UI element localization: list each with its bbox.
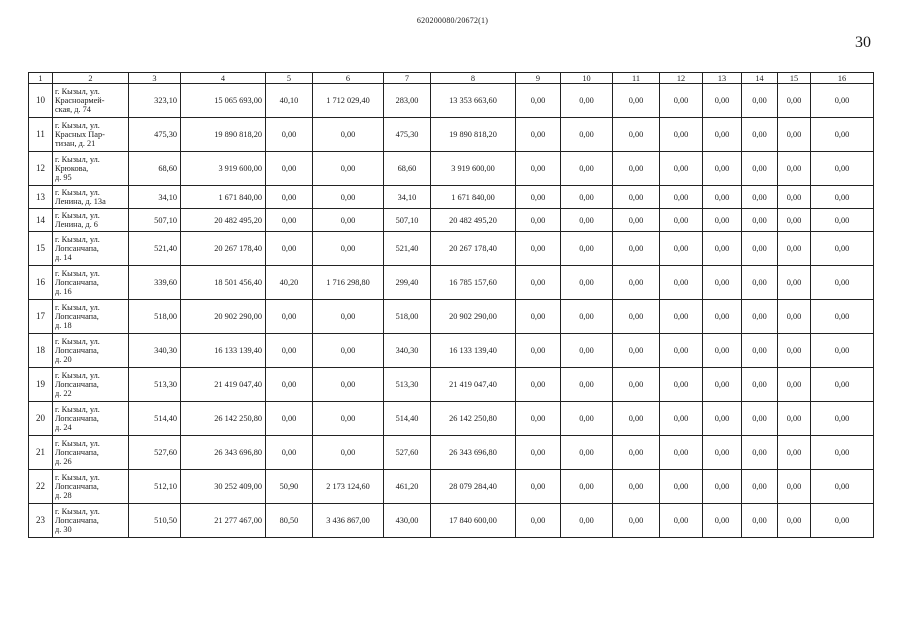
row-number: 18 <box>29 334 53 368</box>
table-cell: 34,10 <box>384 186 431 209</box>
table-cell: 0,00 <box>660 402 703 436</box>
table-cell: 0,00 <box>561 152 613 186</box>
column-header-7: 7 <box>384 73 431 84</box>
table-cell: 0,00 <box>742 186 778 209</box>
row-number: 16 <box>29 266 53 300</box>
table-cell: 0,00 <box>516 368 561 402</box>
table-cell: 0,00 <box>703 368 742 402</box>
address-cell: г. Кызыл, ул. Лопсанчапа, д. 24 <box>53 402 129 436</box>
table-cell: 0,00 <box>742 266 778 300</box>
address-cell: г. Кызыл, ул. Ленина, д. 13а <box>53 186 129 209</box>
table-cell: 0,00 <box>266 300 313 334</box>
table-cell: 0,00 <box>613 402 660 436</box>
table-cell: 0,00 <box>613 266 660 300</box>
column-header-2: 2 <box>53 73 129 84</box>
table-cell: 0,00 <box>561 84 613 118</box>
table-cell: 0,00 <box>660 84 703 118</box>
address-cell: г. Кызыл, ул. Лопсанчапа, д. 20 <box>53 334 129 368</box>
column-header-6: 6 <box>313 73 384 84</box>
table-cell: 0,00 <box>811 300 874 334</box>
document-id: 620200080/20672(1) <box>416 16 489 25</box>
table-cell: 0,00 <box>660 152 703 186</box>
table-row <box>29 334 874 368</box>
table-cell: 0,00 <box>811 186 874 209</box>
table-cell: 0,00 <box>516 470 561 504</box>
header-row <box>29 73 874 84</box>
column-header-14: 14 <box>742 73 778 84</box>
row-number: 13 <box>29 186 53 209</box>
row-number: 17 <box>29 300 53 334</box>
table-cell: 1 671 840,00 <box>431 186 516 209</box>
table-cell: 0,00 <box>266 118 313 152</box>
table-cell: 20 902 290,00 <box>181 300 266 334</box>
table-cell: 0,00 <box>703 118 742 152</box>
table-cell: 0,00 <box>703 436 742 470</box>
table-cell: 21 277 467,00 <box>181 504 266 538</box>
table-cell: 1 716 298,80 <box>313 266 384 300</box>
table-cell: 16 133 139,40 <box>181 334 266 368</box>
address-cell: г. Кызыл, ул. Лопсанчапа, д. 14 <box>53 232 129 266</box>
table-cell: 0,00 <box>742 368 778 402</box>
address-cell: г. Кызыл, ул. Красных Пар- тизан, д. 21 <box>53 118 129 152</box>
table-cell: 0,00 <box>516 118 561 152</box>
table-cell: 340,30 <box>384 334 431 368</box>
row-number: 15 <box>29 232 53 266</box>
table-cell: 0,00 <box>613 368 660 402</box>
column-header-1: 1 <box>29 73 53 84</box>
table-cell: 0,00 <box>660 209 703 232</box>
table-cell: 0,00 <box>313 402 384 436</box>
table-row <box>29 266 874 300</box>
table-cell: 0,00 <box>516 152 561 186</box>
table-cell: 2 173 124,60 <box>313 470 384 504</box>
table-cell: 0,00 <box>742 436 778 470</box>
table-cell: 13 353 663,60 <box>431 84 516 118</box>
table-row <box>29 368 874 402</box>
table-cell: 19 890 818,20 <box>181 118 266 152</box>
table-cell: 0,00 <box>266 186 313 209</box>
table-cell: 0,00 <box>660 436 703 470</box>
column-header-15: 15 <box>778 73 811 84</box>
table-cell: 0,00 <box>811 118 874 152</box>
table-cell: 80,50 <box>266 504 313 538</box>
table-cell: 20 902 290,00 <box>431 300 516 334</box>
table-cell: 0,00 <box>613 334 660 368</box>
table-cell: 527,60 <box>384 436 431 470</box>
table-cell: 0,00 <box>266 232 313 266</box>
table-cell: 68,60 <box>384 152 431 186</box>
column-header-10: 10 <box>561 73 613 84</box>
table-cell: 20 267 178,40 <box>431 232 516 266</box>
table-row <box>29 186 874 209</box>
table-cell: 0,00 <box>703 84 742 118</box>
table-cell: 521,40 <box>384 232 431 266</box>
table-cell: 0,00 <box>516 402 561 436</box>
table-cell: 0,00 <box>613 470 660 504</box>
table-cell: 0,00 <box>742 152 778 186</box>
table-cell: 0,00 <box>613 118 660 152</box>
table-cell: 0,00 <box>660 118 703 152</box>
table-cell: 0,00 <box>811 152 874 186</box>
table-cell: 0,00 <box>561 266 613 300</box>
table-cell: 26 142 250,80 <box>181 402 266 436</box>
table-cell: 0,00 <box>561 232 613 266</box>
table-cell: 0,00 <box>742 334 778 368</box>
table-cell: 0,00 <box>778 266 811 300</box>
table-cell: 19 890 818,20 <box>431 118 516 152</box>
row-number: 19 <box>29 368 53 402</box>
table-cell: 521,40 <box>129 232 181 266</box>
table-cell: 68,60 <box>129 152 181 186</box>
table-cell: 0,00 <box>313 118 384 152</box>
table-cell: 0,00 <box>516 504 561 538</box>
table-cell: 0,00 <box>660 266 703 300</box>
table-cell: 507,10 <box>129 209 181 232</box>
table-cell: 0,00 <box>811 504 874 538</box>
table-cell: 0,00 <box>811 84 874 118</box>
table-cell: 20 482 495,20 <box>181 209 266 232</box>
table-cell: 507,10 <box>384 209 431 232</box>
table-cell: 0,00 <box>742 118 778 152</box>
table-cell: 20 482 495,20 <box>431 209 516 232</box>
table-cell: 0,00 <box>516 300 561 334</box>
table-cell: 0,00 <box>660 504 703 538</box>
table-row <box>29 152 874 186</box>
table-cell: 0,00 <box>266 152 313 186</box>
table-cell: 40,20 <box>266 266 313 300</box>
table-cell: 0,00 <box>266 436 313 470</box>
table-cell: 0,00 <box>778 84 811 118</box>
table-cell: 21 419 047,40 <box>181 368 266 402</box>
table-cell: 0,00 <box>811 334 874 368</box>
row-number: 14 <box>29 209 53 232</box>
table-row <box>29 300 874 334</box>
page-number: 30 <box>855 34 871 51</box>
table-cell: 0,00 <box>742 402 778 436</box>
table-cell: 512,10 <box>129 470 181 504</box>
table-cell: 17 840 600,00 <box>431 504 516 538</box>
table-cell: 0,00 <box>561 300 613 334</box>
table-cell: 0,00 <box>742 504 778 538</box>
table-cell: 0,00 <box>613 300 660 334</box>
table-cell: 26 343 696,80 <box>181 436 266 470</box>
table-cell: 0,00 <box>778 436 811 470</box>
column-header-9: 9 <box>516 73 561 84</box>
address-cell: г. Кызыл, ул. Лопсанчапа, д. 28 <box>53 470 129 504</box>
table-cell: 0,00 <box>742 232 778 266</box>
table-cell: 510,50 <box>129 504 181 538</box>
address-cell: г. Кызыл, ул. Лопсанчапа, д. 16 <box>53 266 129 300</box>
table-cell: 0,00 <box>313 209 384 232</box>
table-cell: 513,30 <box>129 368 181 402</box>
table-cell: 0,00 <box>811 232 874 266</box>
table-cell: 0,00 <box>266 402 313 436</box>
column-header-12: 12 <box>660 73 703 84</box>
table-cell: 0,00 <box>516 186 561 209</box>
table-cell: 0,00 <box>811 266 874 300</box>
address-cell: г. Кызыл, ул. Крюкова, д. 95 <box>53 152 129 186</box>
row-number: 22 <box>29 470 53 504</box>
table-cell: 0,00 <box>313 300 384 334</box>
table-cell: 16 785 157,60 <box>431 266 516 300</box>
table-cell: 323,10 <box>129 84 181 118</box>
table-cell: 0,00 <box>742 470 778 504</box>
table-cell: 339,60 <box>129 266 181 300</box>
table-cell: 0,00 <box>703 209 742 232</box>
table-cell: 20 267 178,40 <box>181 232 266 266</box>
table-cell: 0,00 <box>703 470 742 504</box>
table-cell: 26 142 250,80 <box>431 402 516 436</box>
table-cell: 0,00 <box>703 402 742 436</box>
table-cell: 475,30 <box>384 118 431 152</box>
table-cell: 0,00 <box>811 209 874 232</box>
row-number: 10 <box>29 84 53 118</box>
table-cell: 518,00 <box>129 300 181 334</box>
table-cell: 0,00 <box>516 436 561 470</box>
table-cell: 0,00 <box>613 209 660 232</box>
table-cell: 514,40 <box>129 402 181 436</box>
table-cell: 0,00 <box>742 209 778 232</box>
table-cell: 0,00 <box>516 334 561 368</box>
table-cell: 0,00 <box>613 504 660 538</box>
table-cell: 0,00 <box>778 470 811 504</box>
table-cell: 0,00 <box>313 232 384 266</box>
table-cell: 0,00 <box>561 436 613 470</box>
table-cell: 0,00 <box>266 334 313 368</box>
table-cell: 50,90 <box>266 470 313 504</box>
housing-table <box>28 72 874 538</box>
address-cell: г. Кызыл, ул. Лопсанчапа, д. 18 <box>53 300 129 334</box>
table-cell: 34,10 <box>129 186 181 209</box>
table-cell: 0,00 <box>811 368 874 402</box>
table-cell: 0,00 <box>516 84 561 118</box>
table-row <box>29 504 874 538</box>
table-cell: 527,60 <box>129 436 181 470</box>
table-cell: 0,00 <box>266 368 313 402</box>
column-header-11: 11 <box>613 73 660 84</box>
table-cell: 0,00 <box>778 504 811 538</box>
table-cell: 0,00 <box>778 402 811 436</box>
table-row <box>29 436 874 470</box>
address-cell: г. Кызыл, ул. Лопсанчапа, д. 26 <box>53 436 129 470</box>
table-cell: 0,00 <box>778 118 811 152</box>
table-cell: 0,00 <box>561 334 613 368</box>
table-cell: 0,00 <box>703 504 742 538</box>
table-cell: 3 919 600,00 <box>181 152 266 186</box>
table-row <box>29 470 874 504</box>
address-cell: г. Кызыл, ул. Красноармей- ская, д. 74 <box>53 84 129 118</box>
table-cell: 1 671 840,00 <box>181 186 266 209</box>
table-cell: 0,00 <box>703 334 742 368</box>
column-header-4: 4 <box>181 73 266 84</box>
table-cell: 18 501 456,40 <box>181 266 266 300</box>
table-cell: 475,30 <box>129 118 181 152</box>
table-cell: 0,00 <box>313 152 384 186</box>
table-cell: 0,00 <box>660 368 703 402</box>
table-cell: 0,00 <box>778 368 811 402</box>
table-cell: 461,20 <box>384 470 431 504</box>
table-cell: 0,00 <box>811 470 874 504</box>
table-cell: 28 079 284,40 <box>431 470 516 504</box>
table-row <box>29 402 874 436</box>
table-cell: 0,00 <box>266 209 313 232</box>
table-cell: 16 133 139,40 <box>431 334 516 368</box>
table-cell: 0,00 <box>703 232 742 266</box>
table-cell: 0,00 <box>703 300 742 334</box>
table-cell: 0,00 <box>516 266 561 300</box>
table-cell: 0,00 <box>778 334 811 368</box>
table-cell: 299,40 <box>384 266 431 300</box>
table-cell: 0,00 <box>613 232 660 266</box>
table-row <box>29 232 874 266</box>
row-number: 11 <box>29 118 53 152</box>
table-cell: 0,00 <box>313 334 384 368</box>
row-number: 12 <box>29 152 53 186</box>
table-cell: 0,00 <box>703 186 742 209</box>
table-cell: 0,00 <box>778 232 811 266</box>
table-cell: 340,30 <box>129 334 181 368</box>
table-cell: 0,00 <box>516 232 561 266</box>
table-cell: 0,00 <box>313 368 384 402</box>
table-cell: 30 252 409,00 <box>181 470 266 504</box>
table-cell: 21 419 047,40 <box>431 368 516 402</box>
table-cell: 0,00 <box>516 209 561 232</box>
table-cell: 0,00 <box>313 436 384 470</box>
table-cell: 0,00 <box>660 186 703 209</box>
table-cell: 0,00 <box>660 470 703 504</box>
table-cell: 0,00 <box>561 118 613 152</box>
table-cell: 0,00 <box>613 152 660 186</box>
address-cell: г. Кызыл, ул. Ленина, д. 6 <box>53 209 129 232</box>
table-cell: 3 436 867,00 <box>313 504 384 538</box>
table-cell: 0,00 <box>660 300 703 334</box>
table-cell: 0,00 <box>778 300 811 334</box>
table-body <box>29 84 874 538</box>
table-cell: 513,30 <box>384 368 431 402</box>
table-cell: 0,00 <box>660 334 703 368</box>
table-cell: 1 712 029,40 <box>313 84 384 118</box>
table-cell: 0,00 <box>613 84 660 118</box>
table-cell: 0,00 <box>561 470 613 504</box>
table-cell: 283,00 <box>384 84 431 118</box>
table-cell: 0,00 <box>811 436 874 470</box>
table-cell: 40,10 <box>266 84 313 118</box>
table-cell: 0,00 <box>703 266 742 300</box>
table-row <box>29 209 874 232</box>
table-cell: 0,00 <box>613 436 660 470</box>
table-cell: 0,00 <box>561 402 613 436</box>
column-header-8: 8 <box>431 73 516 84</box>
row-number: 21 <box>29 436 53 470</box>
table-cell: 0,00 <box>561 368 613 402</box>
table-cell: 0,00 <box>778 209 811 232</box>
table-cell: 0,00 <box>613 186 660 209</box>
address-cell: г. Кызыл, ул. Лопсанчапа, д. 22 <box>53 368 129 402</box>
table-cell: 518,00 <box>384 300 431 334</box>
table-cell: 0,00 <box>561 186 613 209</box>
row-number: 20 <box>29 402 53 436</box>
table-cell: 0,00 <box>742 300 778 334</box>
table-cell: 430,00 <box>384 504 431 538</box>
table-cell: 0,00 <box>561 504 613 538</box>
table-cell: 0,00 <box>778 152 811 186</box>
table-cell: 0,00 <box>742 84 778 118</box>
table-cell: 0,00 <box>660 232 703 266</box>
table-cell: 0,00 <box>778 186 811 209</box>
table-cell: 0,00 <box>703 152 742 186</box>
column-header-13: 13 <box>703 73 742 84</box>
table-cell: 3 919 600,00 <box>431 152 516 186</box>
table-cell: 26 343 696,80 <box>431 436 516 470</box>
address-cell: г. Кызыл, ул. Лопсанчапа, д. 30 <box>53 504 129 538</box>
row-number: 23 <box>29 504 53 538</box>
table-cell: 514,40 <box>384 402 431 436</box>
table-cell: 0,00 <box>811 402 874 436</box>
table-cell: 0,00 <box>561 209 613 232</box>
column-header-3: 3 <box>129 73 181 84</box>
table-row <box>29 118 874 152</box>
table-cell: 0,00 <box>313 186 384 209</box>
column-header-5: 5 <box>266 73 313 84</box>
table-cell: 15 065 693,00 <box>181 84 266 118</box>
column-header-16: 16 <box>811 73 874 84</box>
table-row <box>29 84 874 118</box>
